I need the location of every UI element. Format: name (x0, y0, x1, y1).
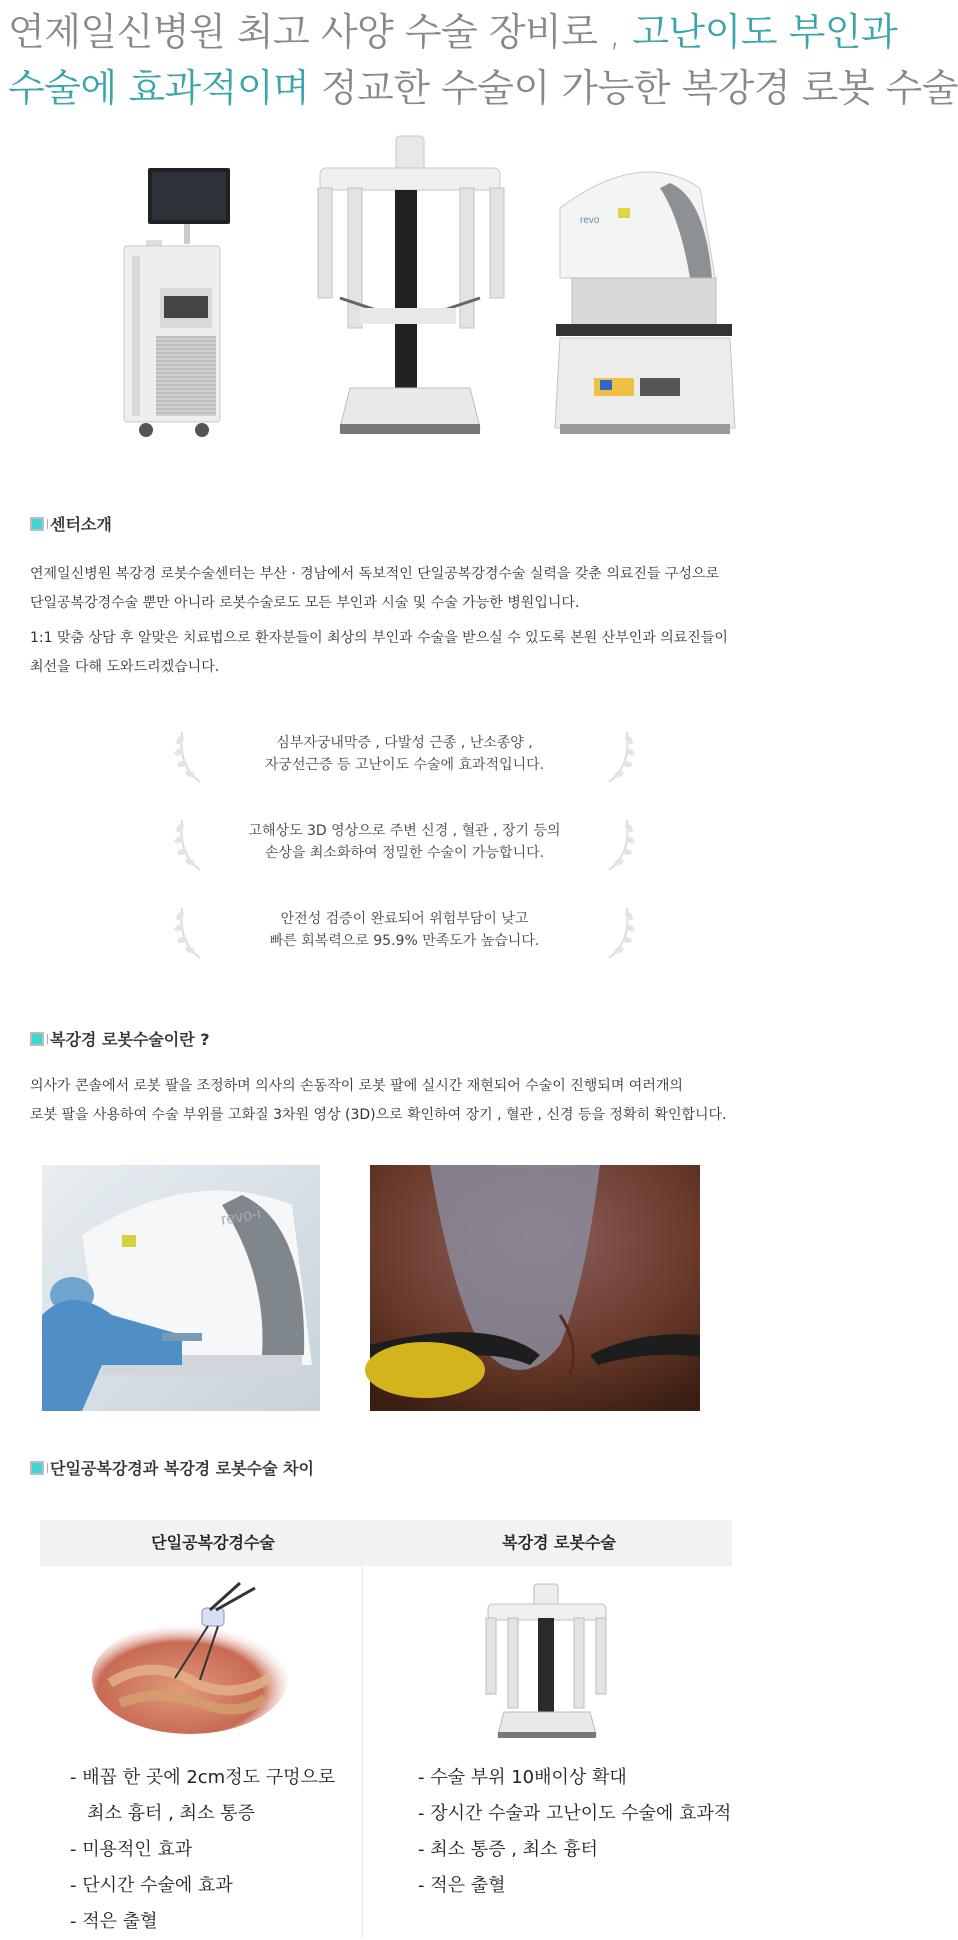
laurel-feature-1 (172, 722, 637, 786)
surgeon-console-photo (42, 1165, 320, 1411)
intro-line: 최선을 다해 도와드리겠습니다. (30, 659, 220, 675)
center-intro-paragraph-2 (30, 624, 820, 682)
headline-line-2 (8, 60, 958, 116)
center-intro-title: 센터소개 (50, 515, 112, 534)
laurel-line: 빠른 회복력으로 95.9% 만족도가 높습니다. (269, 933, 540, 949)
robot-surgery-header: 복강경 로봇수술 (502, 1533, 616, 1552)
comparison-table-header (40, 1520, 732, 1566)
surgeon-console-image (555, 172, 735, 434)
intro-line: 연제일신병원 복강경 로봇수술센터는 부산 · 경남에서 독보적인 단일공복강경수술 실력을 갖춘 의료진들 구성으로 (30, 566, 720, 582)
headline-teal-text-1: 고난이도 부인과 (632, 10, 898, 54)
laurel-left-icon (172, 814, 206, 872)
headline-gray-text-2: 정교한 수술이 가능한 복강경 로봇 수술 (320, 66, 958, 110)
single-port-illustration (90, 1588, 290, 1728)
list-item: - 미용적인 효과 (70, 1839, 193, 1860)
center-intro-heading (30, 512, 112, 535)
comparison-divider (362, 1566, 363, 1938)
vision-cart-image (124, 168, 230, 437)
comparison-heading (30, 1456, 314, 1479)
center-intro-paragraph-1 (30, 560, 820, 618)
list-item: - 배꼽 한 곳에 2cm정도 구멍으로 (70, 1767, 336, 1788)
laurel-text (270, 908, 540, 952)
single-port-header: 단일공복강경수술 (151, 1533, 275, 1552)
laurel-right-icon (603, 814, 637, 872)
patient-cart-image (318, 136, 504, 434)
headline (8, 4, 958, 116)
console-brand-label: revo (580, 215, 600, 226)
list-item: - 장시간 수술과 고난이도 수술에 효과적 (418, 1803, 732, 1824)
list-item: - 적은 출혈 (70, 1911, 158, 1932)
intro-line: 1:1 맞춤 상담 후 알맞은 치료법으로 환자분들이 최상의 부인과 수술을 받으실 수 있도록 본원 산부인과 의료진들이 (30, 630, 728, 646)
robot-intro-paragraph (30, 1072, 820, 1130)
robot-intro-title: 복강경 로봇수술이란 ? (50, 1030, 210, 1049)
laurel-text (265, 732, 544, 776)
robot-surgery-benefits-list (418, 1760, 731, 1904)
laurel-right-icon (603, 902, 637, 960)
laurel-right-icon (603, 726, 637, 784)
laurel-left-icon (172, 726, 206, 784)
laurel-text (248, 820, 560, 864)
headline-line-1 (8, 4, 898, 60)
headline-gray-text-1: 연제일신병원 최고 사양 수술 장비로 , (8, 10, 621, 54)
laurel-left-icon (172, 902, 206, 960)
laurel-feature-2 (172, 810, 637, 874)
list-item: - 최소 통증 , 최소 흉터 (418, 1839, 598, 1860)
list-item: - 적은 출혈 (418, 1875, 506, 1896)
list-item: - 단시간 수술에 효과 (70, 1875, 233, 1896)
robot-intro-line: 로봇 팔을 사용하여 수술 부위를 고화질 3차원 영상 (3D)으로 확인하여 장기 , 혈관 , 신경 등을 정확히 확인합니다. (30, 1107, 727, 1123)
list-item: 최소 흉터 , 최소 통증 (70, 1803, 255, 1824)
laurel-line: 안전성 검증이 완료되어 위험부담이 낮고 (280, 911, 529, 927)
robot-intro-line: 의사가 콘솔에서 로봇 팔을 조정하며 의사의 손동작이 로봇 팔에 실시간 재현되어 수술이 진행되며 여러개의 (30, 1078, 683, 1094)
intro-line: 단일공복강경수술 뿐만 아니라 로봇수술로도 모든 부인과 시술 및 수술 가능한 병원입니다. (30, 595, 580, 611)
robot-equipment-images (0, 128, 845, 448)
comparison-title: 단일공복강경과 복강경 로봇수술 차이 (50, 1459, 315, 1478)
laurel-line: 자궁선근증 등 고난이도 수술에 효과적입니다. (264, 757, 545, 773)
robot-intro-heading (30, 1027, 210, 1050)
teal-square-bullet-icon (30, 1032, 44, 1046)
laurel-line: 고해상도 3D 영상으로 주변 신경 , 혈관 , 장기 등의 (248, 823, 561, 839)
laurel-line: 심부자궁내막증 , 다발성 근종 , 난소종양 , (276, 735, 533, 751)
single-port-benefits-list (70, 1760, 335, 1940)
robot-cart-illustration (468, 1582, 626, 1742)
teal-square-bullet-icon (30, 517, 44, 531)
teal-square-bullet-icon (30, 1461, 44, 1475)
list-item: - 수술 부위 10배이상 확대 (418, 1767, 627, 1788)
laurel-feature-3 (172, 898, 637, 962)
surgical-view-photo (370, 1165, 700, 1411)
console-photo-brand-label: revo-i (219, 1205, 263, 1229)
headline-teal-text-2: 수술에 효과적이며 (8, 66, 310, 110)
laurel-line: 손상을 최소화하여 정밀한 수술이 가능합니다. (264, 845, 545, 861)
